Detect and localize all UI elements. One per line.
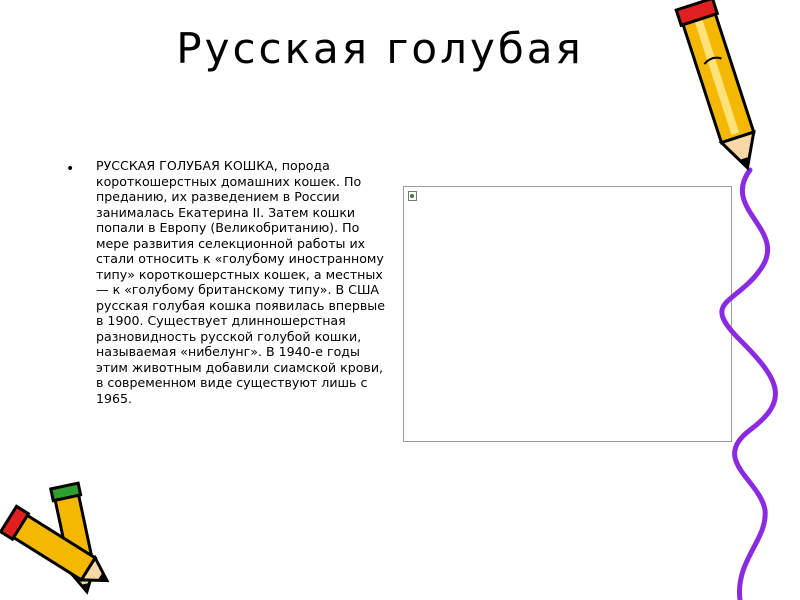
- broken-image-icon: [408, 191, 417, 201]
- body-paragraph: РУССКАЯ ГОЛУБАЯ КОШКА, порода короткошерстных домашних кошек. По преданию, их разведением в России занималась Екатерина II. Затем кошки попали в Европу (Великобританию). По мере развития селекционной работы их стали относить к «голубому иностранному типу» короткошерстных кошек, а местных — к «голубому британскому типу». В США русская голубая кошка появилась впервые в 1900. Существует длинношерстная разновидность русской голубой кошки, называемая «нибелунг». В 1940-е годы этим животным добавили сиамской крови, в современном виде существуют лишь с 1965.: [96, 158, 385, 406]
- bullet-symbol: •: [66, 161, 75, 177]
- slide-title: Русская голубая: [176, 24, 584, 73]
- swirl-line: [722, 170, 776, 600]
- pencil-icon: [676, 0, 765, 174]
- crossed-pencils-decoration: [0, 480, 140, 600]
- pencil-swirl-decoration: [640, 0, 800, 600]
